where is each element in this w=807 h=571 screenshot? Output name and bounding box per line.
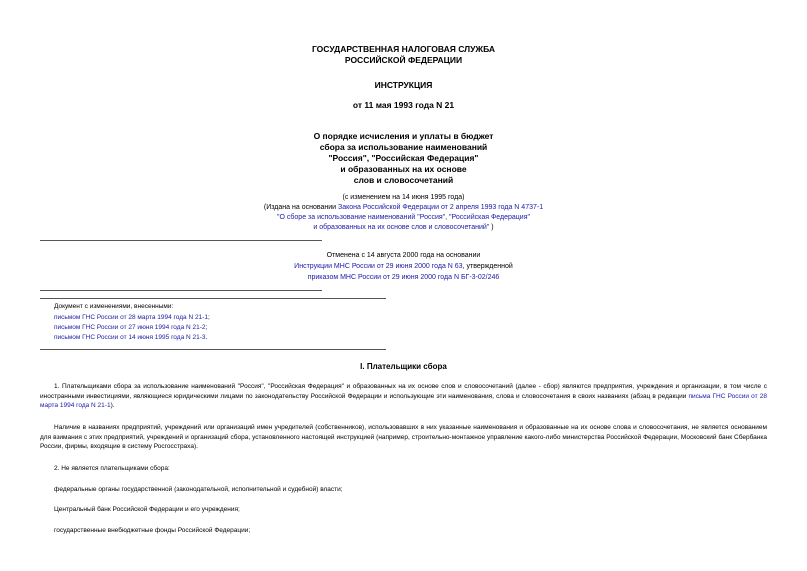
agency-name-line2: РОССИЙСКОЙ ФЕДЕРАЦИИ bbox=[344, 55, 463, 65]
issued-suffix: ) bbox=[489, 224, 494, 231]
change-sep-2: ; bbox=[205, 324, 208, 331]
paragraph-1-link[interactable]: письма ГНС России от 28 марта 1994 года N 21-1 bbox=[40, 392, 767, 409]
document-date: от 11 мая 1993 года N 21 bbox=[352, 100, 455, 110]
divider-4 bbox=[40, 349, 386, 350]
title-line-1: О порядке исчисления и уплаты в бюджет bbox=[313, 131, 494, 141]
paragraph-1-end: ). bbox=[110, 402, 115, 409]
change-sep-3: . bbox=[205, 334, 208, 341]
paragraph-2: Наличие в названиях предприятий, учреждений или организаций имен учредителей (собственников), использовавших в них указанные наименования и образованные на их основе слова и словосочетания, не является основанием для взимания с этих предприятий, учреждений и организаций сбора, установленного настоящей инструкцией (например, строительно-монтажное управление какого-либо министерства Российской Федерации, Московский банк Сбербанка России, фирмы, входящие в систему Росгосстраха). bbox=[40, 424, 767, 450]
issued-basis-line1 bbox=[0, 203, 807, 213]
issued-basis-line3 bbox=[0, 223, 807, 233]
repeal-instruction-link[interactable]: Инструкции МНС России от 29 июня 2000 года N 63 bbox=[294, 263, 463, 270]
paragraph-4: федеральные органы государственной (законодательной, исполнительной и судебной) власти; bbox=[54, 486, 343, 493]
title-line-4: и образованных на их основе bbox=[340, 164, 467, 174]
paragraph-6: государственные внебюджетные фонды Российской Федерации; bbox=[54, 527, 251, 534]
amendment-note: (с изменением на 14 июня 1995 года) bbox=[342, 194, 465, 201]
paragraph-3: 2. Не является плательщиками сбора: bbox=[54, 465, 170, 472]
issued-prefix: (Издана на основании bbox=[263, 204, 339, 211]
repeal-order-link[interactable]: приказом МНС России от 29 июня 2000 года N БГ-3-02/246 bbox=[307, 274, 500, 281]
change-item bbox=[54, 323, 207, 333]
paragraph-1 bbox=[40, 382, 767, 411]
divider-3 bbox=[40, 298, 386, 299]
divider-2 bbox=[40, 290, 322, 291]
change-sep-1: ; bbox=[207, 314, 210, 321]
repeal-line1: Отменена с 14 августа 2000 года на основании bbox=[326, 252, 481, 259]
change-link-1[interactable]: письмом ГНС России от 28 марта 1994 года N 21-1 bbox=[54, 314, 208, 321]
law-link-line2[interactable]: "О сборе за использование наименований "Россия", "Российская Федерация" bbox=[277, 214, 530, 221]
change-link-2[interactable]: письмом ГНС России от 27 июня 1994 года N 21-2 bbox=[54, 324, 206, 331]
repeal-line2-suffix: , утвержденной bbox=[462, 263, 513, 270]
change-item bbox=[54, 313, 210, 323]
document-type: ИНСТРУКЦИЯ bbox=[374, 80, 433, 90]
title-line-5: слов и словосочетаний bbox=[353, 175, 454, 185]
change-item bbox=[54, 333, 207, 343]
agency-name-line1: ГОСУДАРСТВЕННАЯ НАЛОГОВАЯ СЛУЖБА bbox=[311, 44, 496, 54]
repeal-line2 bbox=[0, 262, 807, 272]
title-line-2: сбора за использование наименований bbox=[319, 142, 488, 152]
law-link[interactable]: Закона Российской Федерации от 2 апреля 1993 года N 4737-1 bbox=[338, 204, 544, 211]
section-heading: I. Плательщики сбора bbox=[360, 362, 447, 371]
law-link-line3[interactable]: и образованных на их основе слов и словосочетаний" bbox=[313, 224, 490, 231]
title-line-3: "Россия", "Российская Федерация" bbox=[328, 153, 479, 163]
changes-label: Документ с изменениями, внесенными: bbox=[54, 303, 174, 310]
paragraph-5: Центральный банк Российской Федерации и его учреждения; bbox=[54, 506, 240, 513]
divider-1 bbox=[40, 240, 322, 241]
change-link-3[interactable]: письмом ГНС России от 14 июня 1995 года N 21-3 bbox=[54, 334, 206, 341]
paragraph-1-text: 1. Плательщиками сбора за использование наименований "Россия", "Российская Федерация" и образованных на их основе слов и словосочетаний (далее - сбор) являются предприятия, учреждения и организации, в том числе с иностранными инвестициями, являющиеся юридическими лицами по законодательству Российской Федерации и использующие эти наименования, слова и словосочетания в своих названиях (абзац в редакции bbox=[40, 383, 767, 400]
